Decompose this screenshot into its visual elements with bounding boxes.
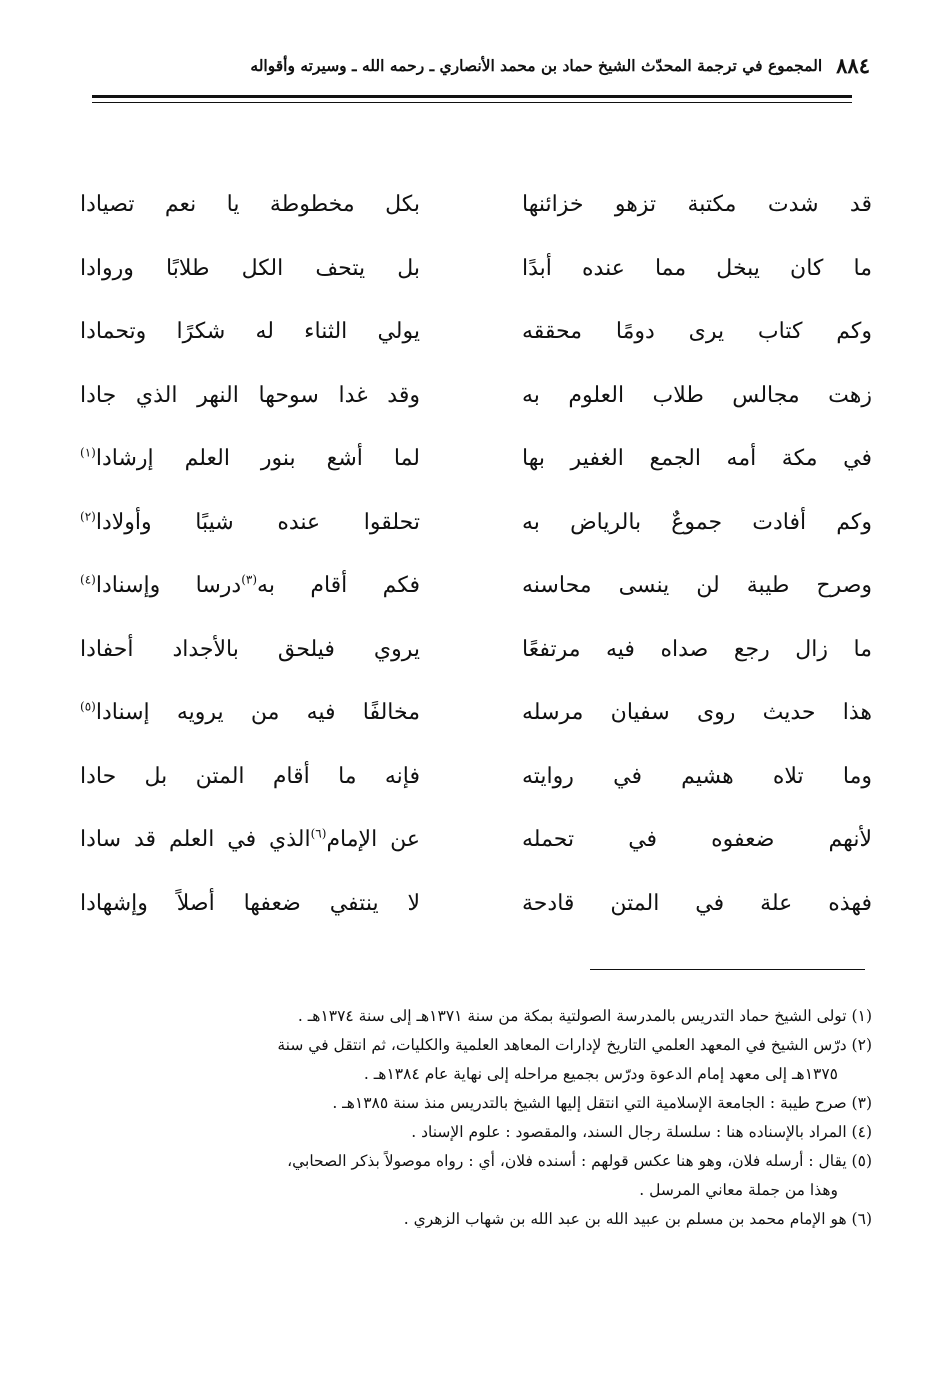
verse-text: درسا وإسنادا	[95, 573, 242, 598]
verse-first-hemistich: وكم أفادت جموعٌ بالرياض به	[522, 509, 872, 535]
verse-row	[0, 625, 950, 689]
verse-second-hemistich: بل يتحف الكل طلابًا وروادا	[80, 255, 420, 281]
header-rule-thick	[92, 95, 852, 98]
verse-row	[0, 815, 950, 879]
verse-row	[0, 307, 950, 371]
verse-second-hemistich: بكل مخطوطة يا نعم تصيادا	[80, 192, 420, 217]
verse-first-hemistich: لأنهم ضعفوه في تحمله	[522, 827, 872, 852]
verse-row	[0, 180, 950, 244]
footnote-marker: (٣)	[241, 572, 258, 587]
footnote	[84, 1089, 872, 1118]
footnote-marker: (٤)	[80, 572, 96, 587]
header-rule-thin	[92, 102, 852, 103]
verse-first-hemistich: وما تلاه هشيم في روايته	[522, 763, 872, 789]
verse-row	[0, 434, 950, 498]
poem	[0, 180, 950, 942]
verse-second-hemistich	[80, 815, 420, 865]
footnote	[84, 1205, 872, 1234]
verse-text: تحلقوا عنده شيبًا وأولادا	[95, 509, 420, 535]
footnote	[84, 1147, 872, 1205]
footnote-marker: (٦)	[310, 826, 327, 841]
verse-row	[0, 752, 950, 816]
verse-first-hemistich: زهت مجالس طلاب العلوم به	[522, 382, 872, 408]
page-number: ٨٨٤	[836, 52, 870, 78]
verse-row	[0, 498, 950, 562]
footnote-text: (٥) يقال : أرسله فلان، وهو هنا عكس قولهم : أسنده فلان، أي : رواه موصولاً بذكر الصحابي،	[287, 1152, 872, 1170]
verse-text: مخالفًا فيه من يرويه إسنادا	[95, 700, 420, 725]
verse-row	[0, 879, 950, 943]
verse-text: فكم أقام به	[257, 573, 420, 598]
verse-first-hemistich: فهذه علة في المتن قادحة	[522, 890, 872, 916]
verse-first-hemistich: قد شدت مكتبة تزهو خزائنها	[522, 192, 872, 217]
verse-first-hemistich: ما كان يبخل مما عنده أبدًا	[522, 255, 872, 281]
running-title: المجموع في ترجمة المحدّث الشيخ حماد بن محمد الأنصاري ـ رحمه الله ـ وسيرته وأقواله	[250, 55, 823, 75]
footnotes	[84, 1002, 872, 1234]
verse-first-hemistich: هذا حديث روى سفيان مرسله	[522, 700, 872, 725]
verse-first-hemistich: في مكة أمه الجمع الغفير بها	[522, 446, 872, 471]
footnote-continuation: وهذا من جملة معاني المرسل .	[639, 1181, 838, 1199]
verse-second-hemistich: يروي فيلحق بالأجداد أحفادا	[80, 636, 420, 662]
footnote-text: (٢) درّس الشيخ في المعهد العلمي التاريخ لإدارات المعاهد العلمية والكليات، ثم انتقل في سنة	[277, 1036, 872, 1054]
footnote	[84, 1002, 872, 1031]
verse-second-hemistich	[80, 498, 420, 548]
footnote-text: (١) تولى الشيخ حماد التدريس بالمدرسة الصولتية بمكة من سنة ١٣٧١هـ إلى سنة ١٣٧٤هـ .	[297, 1007, 872, 1025]
verse-row	[0, 561, 950, 625]
footnote-marker: (٥)	[80, 699, 96, 714]
verse-second-hemistich	[80, 561, 420, 611]
verse-text: لما أشع بنور العلم إرشادا	[95, 446, 420, 471]
verse-second-hemistich: لا ينتفي ضعفها أصلاً وإشهادا	[80, 890, 420, 916]
verse-second-hemistich: وقد غدا سوحها النهر الذي جادا	[80, 382, 420, 408]
verse-row	[0, 244, 950, 308]
verse-row	[0, 371, 950, 435]
footnote-text: (٦) هو الإمام محمد بن مسلم بن عبيد الله بن عبد الله بن شهاب الزهري .	[403, 1210, 872, 1228]
verse-row	[0, 688, 950, 752]
verse-first-hemistich: ما زال رجع صداه فيه مرتفعًا	[522, 636, 872, 662]
footnote	[84, 1031, 872, 1089]
footnote-continuation: ١٣٧٥هـ إلى معهد إمام الدعوة ودرّس بجميع مراحله إلى نهاية عام ١٣٨٤هـ .	[363, 1065, 838, 1083]
footnote-text: (٤) المراد بالإسناده هنا : سلسلة رجال السند، والمقصود : علوم الإسناد .	[411, 1123, 872, 1141]
verse-second-hemistich	[80, 434, 420, 484]
verse-text: الذي في العلم قد سادا	[80, 827, 311, 852]
footnote	[84, 1118, 872, 1147]
footnote-marker: (٢)	[80, 509, 96, 524]
verse-second-hemistich: يولي الثناء له شكرًا وتحمادا	[80, 319, 420, 344]
verse-first-hemistich: وصرح طيبة لن ينسى محاسنه	[522, 573, 872, 598]
verse-text: عن الإمام	[326, 827, 420, 852]
verse-first-hemistich: وكم كتاب يرى دومًا محققه	[522, 319, 872, 344]
footnote-marker: (١)	[80, 445, 96, 460]
verse-second-hemistich	[80, 688, 420, 738]
verse-second-hemistich: فإنه ما أقام المتن بل حادا	[80, 763, 420, 789]
footnote-separator	[590, 969, 865, 970]
running-header	[120, 48, 870, 82]
footnote-text: (٣) صرح طيبة : الجامعة الإسلامية التي انتقل إليها الشيخ بالتدريس منذ سنة ١٣٨٥هـ .	[332, 1094, 872, 1112]
